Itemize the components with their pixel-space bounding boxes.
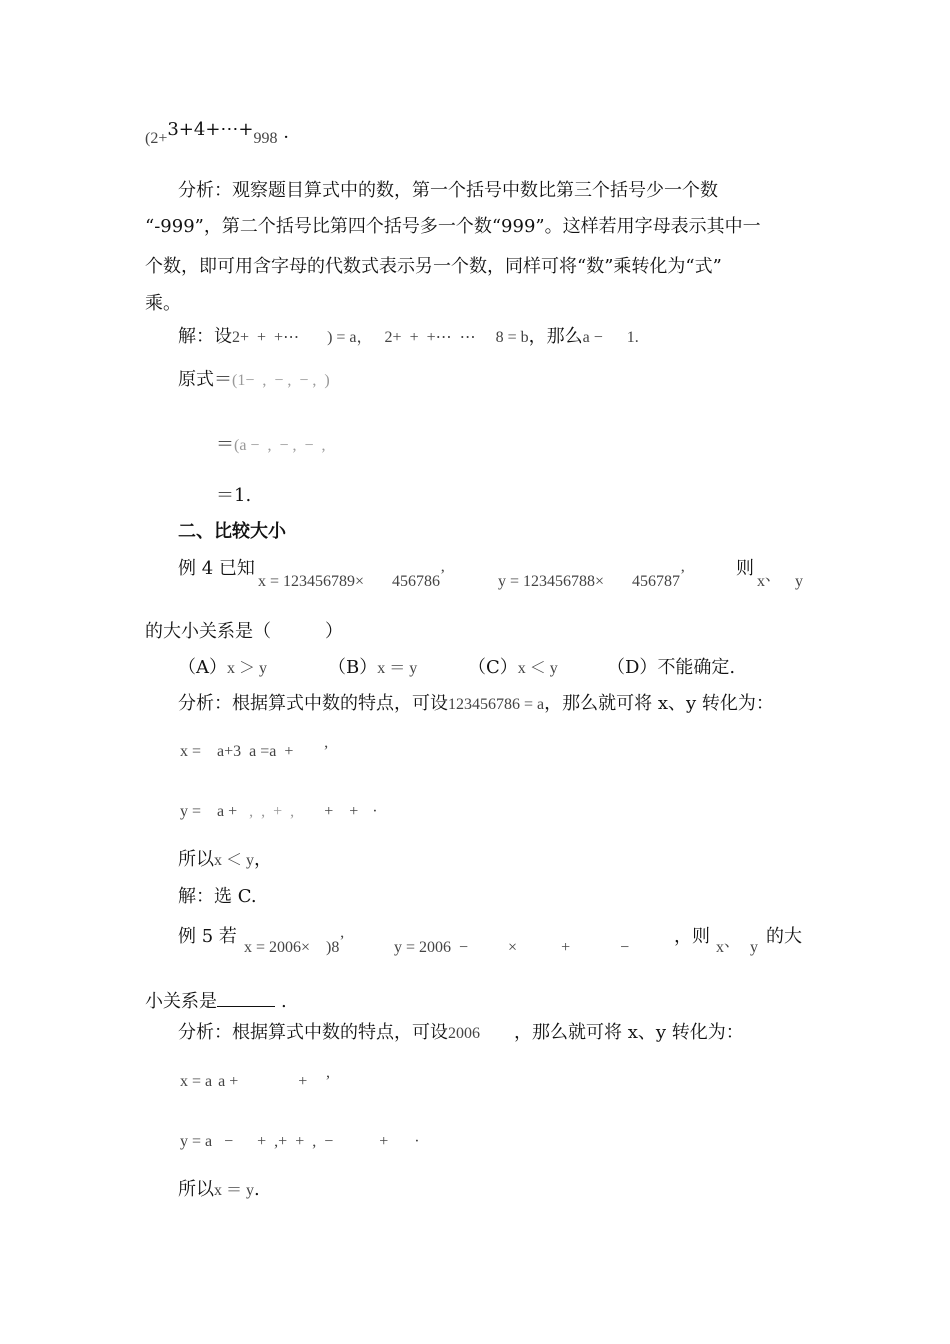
punct: ’: [325, 1073, 331, 1090]
example-4-answer: 解：选 C.: [178, 886, 257, 907]
math-expr: ×: [508, 939, 518, 956]
option-label: （B）: [328, 657, 378, 678]
example-4-x-expr: [258, 567, 446, 594]
var-x: x: [757, 573, 765, 590]
math-expr: , , + ,: [249, 803, 295, 820]
option-expr: x ＝ y: [377, 660, 418, 677]
math-expr: a+3 a =a +: [217, 743, 294, 760]
math-expr: 456786: [392, 573, 441, 590]
example-5-xy: [716, 933, 759, 960]
text: 小关系是: [145, 991, 217, 1012]
math-expr: −: [620, 939, 630, 956]
math-expr: (1− , − , − , ): [232, 372, 330, 389]
original-expr-result: ＝1.: [216, 485, 252, 506]
math-expr: +: [298, 1073, 308, 1090]
math-expr: x = 2006×: [244, 939, 311, 956]
example-4-y-transform: [180, 800, 378, 824]
math-expr: x ＜ y: [214, 852, 255, 869]
math-expr: 2+ + +⋯ ⋯: [384, 329, 476, 346]
math-expr: + ,+ + , −: [257, 1133, 334, 1150]
math-expr: +: [379, 1133, 389, 1150]
text: .: [281, 991, 287, 1012]
math-expr: + +: [324, 803, 359, 820]
math-expr: +: [561, 939, 571, 956]
text: ）: [325, 621, 343, 642]
math-expr: y = a: [180, 1133, 213, 1150]
example-4-line-1: [178, 557, 255, 581]
math-expr: (a − , − , − ,: [234, 437, 326, 454]
option-a[interactable]: [178, 656, 267, 681]
sep: 、: [765, 567, 782, 584]
text: .: [254, 1179, 260, 1200]
punct: ’: [440, 567, 446, 584]
formula-part: 3+4+⋯+: [167, 119, 254, 140]
math-expr: x = a: [180, 1073, 213, 1090]
original-expr-step-2: [216, 433, 326, 458]
option-label: （D）: [607, 657, 658, 678]
formula-part: (2+: [145, 130, 168, 147]
example-5-y-transform: [180, 1130, 420, 1154]
punct: ’: [680, 567, 686, 584]
math-expr: x =: [180, 743, 202, 760]
math-expr: x ＝ y: [214, 1182, 255, 1199]
option-b[interactable]: [328, 656, 417, 681]
analysis-1-line-3: 个数，即可用含字母的代数式表示另一个数，同样可将“数”乘转化为“式”: [145, 256, 722, 277]
option-expr: 不能确定.: [657, 657, 736, 678]
text: 的大小关系是（: [145, 621, 271, 642]
analysis-1-line-4: 乘。: [145, 293, 181, 314]
math-expr: )8: [326, 939, 340, 956]
option-label: （C）: [468, 657, 518, 678]
text: 所以: [178, 1179, 214, 1200]
text: 分析：根据算式中数的特点，可设: [178, 693, 448, 714]
var-x: x: [716, 939, 724, 956]
math-expr: x = 123456789×: [258, 573, 365, 590]
math-expr: 456787: [632, 573, 681, 590]
math-expr: 1.: [626, 329, 639, 346]
example-5-line-2: [145, 988, 287, 1014]
text: ，那么就可将 x、y 转化为：: [514, 1022, 744, 1043]
solution-text: ，那么: [528, 326, 583, 347]
example-4-y-expr: [498, 567, 686, 594]
example-5-analysis: [178, 1021, 744, 1046]
solution-label: 解：设: [178, 326, 232, 347]
example-5-label: 例 5 若: [178, 926, 237, 947]
example-5-y-expr: [394, 936, 629, 960]
formula-line-1: [145, 119, 289, 151]
example-4-analysis: [178, 692, 774, 717]
math-expr: a +: [217, 803, 238, 820]
math-expr: ) = a，: [327, 329, 373, 346]
punct: ·: [414, 1133, 420, 1150]
analysis-1-line-2: “-999”，第二个括号比第四个括号多一个数“999”。这样若用字母表示其中一: [145, 216, 761, 237]
punct: ’: [339, 933, 345, 950]
example-4-x-transform: [180, 740, 329, 764]
option-expr: x ＜ y: [517, 660, 558, 677]
example-label: 例 4 已知: [178, 558, 255, 579]
option-expr: x ＞ y: [227, 660, 268, 677]
text: ，: [254, 849, 273, 870]
text: 分析：根据算式中数的特点，可设: [178, 1022, 448, 1043]
original-expr-line: [178, 368, 330, 393]
math-expr: y = 123456788×: [498, 573, 605, 590]
example-4-xy: [757, 567, 804, 594]
example-4-then: 则: [736, 558, 754, 579]
analysis-1-line-1: 分析：观察题目算式中的数，第一个括号中数比第三个括号少一个数: [178, 180, 718, 201]
equals-sign: ＝: [216, 434, 234, 455]
option-c[interactable]: [468, 656, 558, 681]
sep: 、: [724, 933, 741, 950]
math-expr: y =: [180, 803, 202, 820]
math-expr: 8 = b: [495, 329, 529, 346]
text: ，那么就可将 x、y 转化为：: [544, 693, 774, 714]
formula-part: 998: [253, 130, 278, 147]
text: 所以: [178, 849, 214, 870]
punct: ’: [323, 743, 329, 760]
math-expr: 2+ + +⋯: [232, 329, 300, 346]
solution-1-line: [178, 325, 639, 350]
math-expr: −: [224, 1133, 234, 1150]
math-expr: a −: [582, 329, 603, 346]
example-5-then: ，则: [674, 926, 710, 947]
formula-dot: ·: [283, 127, 289, 148]
math-expr: y = 2006 −: [394, 939, 469, 956]
example-5-x-expr: [244, 933, 345, 960]
example-4-line-2: [145, 620, 343, 644]
var-y: y: [750, 939, 759, 956]
answer-blank[interactable]: [217, 988, 275, 1007]
original-label: 原式＝: [178, 369, 232, 390]
example-5-tail-1: 的大: [766, 926, 802, 947]
option-d[interactable]: [607, 656, 735, 680]
math-expr: 2006: [448, 1025, 480, 1042]
example-5-conclusion: [178, 1178, 260, 1203]
option-label: （A）: [178, 657, 227, 678]
section-heading: 二、比较大小: [178, 521, 286, 542]
punct: ·: [372, 803, 378, 820]
var-y: y: [795, 573, 804, 590]
example-5-x-transform: [180, 1070, 331, 1094]
math-expr: 123456786 = a: [448, 696, 545, 713]
math-expr: a +: [218, 1073, 239, 1090]
example-4-conclusion: [178, 848, 272, 873]
